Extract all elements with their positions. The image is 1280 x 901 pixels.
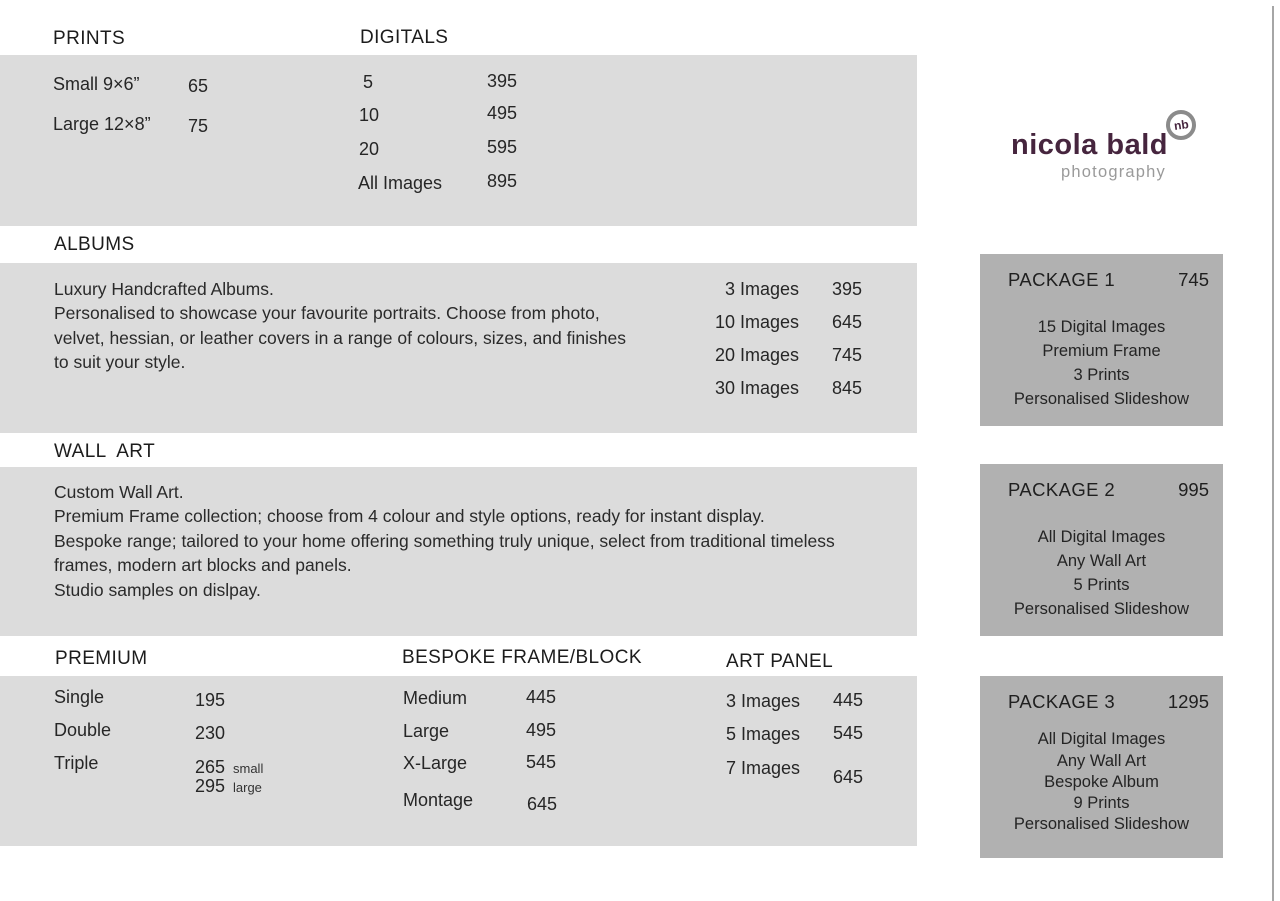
package-item: Personalised Slideshow xyxy=(1013,815,1190,833)
premium-item-price: 265 xyxy=(195,757,226,777)
bespoke-item-price: 545 xyxy=(526,752,557,772)
albums-item-label: 20 Images xyxy=(714,345,799,365)
premium-item-label: Single xyxy=(54,687,105,707)
digitals-item-price: 595 xyxy=(487,137,518,157)
page-edge-divider xyxy=(1272,6,1274,901)
bespoke-item-price: 495 xyxy=(526,720,557,740)
package-item: Any Wall Art xyxy=(1056,552,1147,570)
package-item: Personalised Slideshow xyxy=(1013,390,1190,408)
package-title: PACKAGE 1 xyxy=(1008,269,1116,290)
bespoke-item-label: X-Large xyxy=(403,753,468,773)
bespoke-title: BESPOKE FRAME/BLOCK xyxy=(402,647,642,668)
nb-monogram-icon xyxy=(1166,110,1196,140)
digitals-item-label: 20 xyxy=(359,139,380,159)
package-price: 1295 xyxy=(1167,691,1209,712)
bespoke-item-price: 645 xyxy=(527,794,558,814)
prints-item-label: Small 9×6” xyxy=(53,74,140,94)
bespoke-item-label: Medium xyxy=(403,688,468,708)
package-item: All Digital Images xyxy=(1037,528,1166,546)
albums-item-label: 30 Images xyxy=(714,378,799,398)
premium-item-price2: 295 xyxy=(195,776,226,796)
package-price: 745 xyxy=(1178,269,1209,290)
package-item: Premium Frame xyxy=(1042,342,1161,360)
package-price: 995 xyxy=(1178,479,1209,500)
premium-item-price: 195 xyxy=(195,690,226,710)
digitals-item-label: 10 xyxy=(359,105,380,125)
digitals-item-price: 395 xyxy=(487,71,518,91)
package-item: 15 Digital Images xyxy=(1037,318,1166,336)
package-item: 3 Prints xyxy=(1073,366,1130,384)
bespoke-item-price: 445 xyxy=(526,687,557,707)
art-panel-item-label: 7 Images xyxy=(726,758,801,778)
albums-item-label: 10 Images xyxy=(714,312,799,332)
albums-item-label: 3 Images xyxy=(724,279,799,299)
prints-item-price: 65 xyxy=(188,76,209,96)
albums-item-price: 395 xyxy=(832,279,863,299)
art-panel-item-label: 3 Images xyxy=(726,691,801,711)
digitals-item-label: All Images xyxy=(358,173,443,193)
premium-item-price2-note: large xyxy=(233,780,262,795)
package-3-card xyxy=(980,676,1223,858)
bespoke-item-label: Large xyxy=(403,721,450,741)
wall-art-description: Custom Wall Art. Premium Frame collection; choose from 4 colour and style options, ready for instant display. Bespoke range; tailored to your home offering something truly unique, select from traditional timeless frames, modern art blocks and panels. Studio samples on dislpay. xyxy=(54,482,835,600)
premium-item-label: Triple xyxy=(54,753,99,773)
premium-item-price-note: small xyxy=(233,761,264,776)
logo-subtitle: photography xyxy=(1061,163,1166,181)
package-2-card xyxy=(980,464,1223,636)
premium-item-label: Double xyxy=(54,720,112,740)
albums-item-price: 745 xyxy=(832,345,863,365)
albums-item-price: 845 xyxy=(832,378,863,398)
logo-wordmark: nicola bald xyxy=(1011,129,1168,161)
premium-title: PREMIUM xyxy=(55,648,148,669)
wall-art-title: WALL ART xyxy=(54,441,156,462)
package-item: Bespoke Album xyxy=(1044,773,1159,791)
art-panel-item-price: 545 xyxy=(833,723,864,743)
package-item: 9 Prints xyxy=(1073,794,1130,812)
prints-title: PRINTS xyxy=(53,28,126,49)
albums-item-price: 645 xyxy=(832,312,863,332)
prints-item-label: Large 12×8” xyxy=(53,114,151,134)
art-panel-item-price: 445 xyxy=(833,690,864,710)
art-panel-item-label: 5 Images xyxy=(726,724,801,744)
digitals-item-price: 495 xyxy=(487,103,518,123)
package-title: PACKAGE 2 xyxy=(1008,479,1116,500)
albums-title: ALBUMS xyxy=(54,234,135,255)
albums-description: Luxury Handcrafted Albums. Personalised to showcase your favourite portraits. Choose from photo, velvet, hessian, or leather covers in a range of colours, sizes, and finishes to suit your style. xyxy=(54,279,626,373)
premium-item-price: 230 xyxy=(195,723,226,743)
prints-item-price: 75 xyxy=(188,116,209,136)
digitals-item-price: 895 xyxy=(487,171,518,191)
package-item: All Digital Images xyxy=(1037,730,1166,748)
package-item: Personalised Slideshow xyxy=(1013,600,1190,618)
digitals-item-label: 5 xyxy=(363,72,374,92)
bespoke-item-label: Montage xyxy=(403,790,474,810)
art-panel-title: ART PANEL xyxy=(726,651,834,672)
package-item: 5 Prints xyxy=(1073,576,1130,594)
package-1-card xyxy=(980,254,1223,426)
nb-monogram-text: nb xyxy=(1172,117,1190,133)
digitals-title: DIGITALS xyxy=(360,27,449,48)
package-item: Any Wall Art xyxy=(1056,752,1147,770)
package-title: PACKAGE 3 xyxy=(1008,691,1116,712)
art-panel-item-price: 645 xyxy=(833,767,864,787)
